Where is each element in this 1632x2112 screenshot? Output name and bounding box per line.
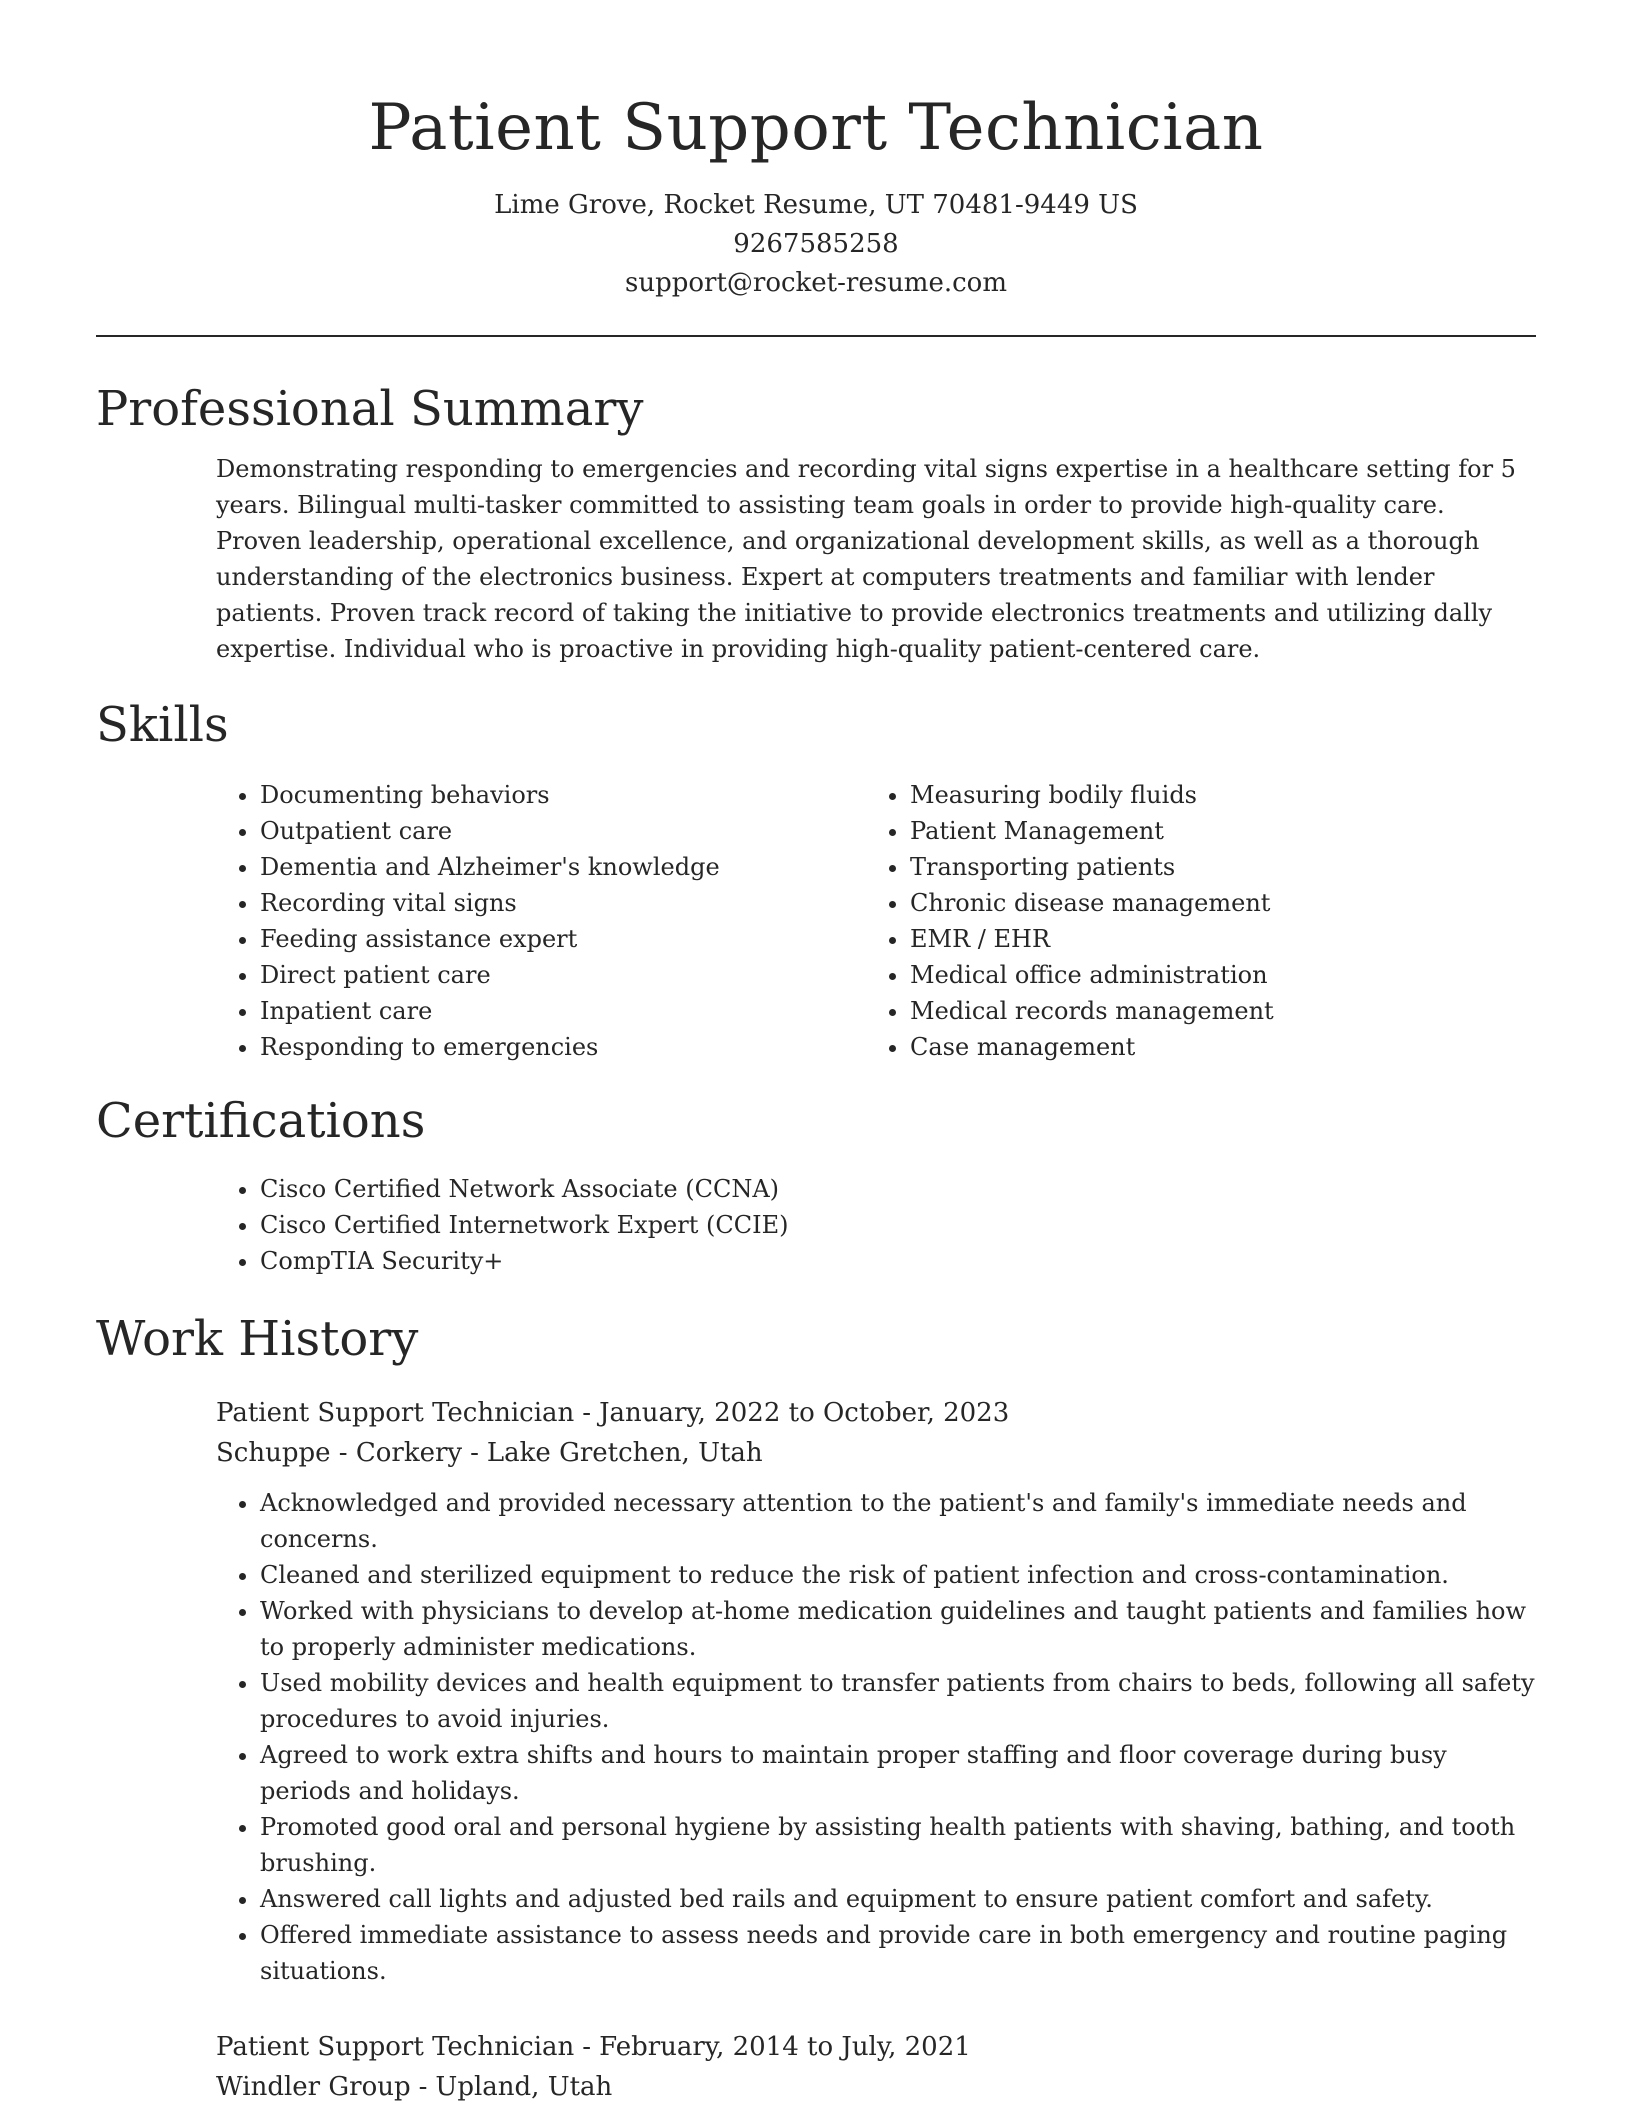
skill-item: • Patient Management [910, 813, 1510, 849]
skill-item: • Outpatient care [260, 813, 866, 849]
skill-item: • Recording vital signs [260, 885, 866, 921]
job-bullets [216, 1485, 1536, 1989]
job-bullet: • Cleaned and sterilized equipment to reduce the risk of patient infection and cross-contamination. [260, 1557, 1536, 1593]
job-entry [216, 2027, 1536, 2107]
certifications-heading: Certifications [96, 1093, 426, 1149]
job-company: Windler Group [216, 2072, 411, 2102]
skill-item: • Inpatient care [260, 993, 866, 1029]
certification-item: • Cisco Certified Internetwork Expert (CCIE) [260, 1207, 1536, 1243]
summary-heading: Professional Summary [96, 381, 644, 437]
job-bullet: • Used mobility devices and health equipment to transfer patients from chairs to beds, following all safety procedures to avoid injuries. [260, 1665, 1536, 1737]
job-company-line [216, 2067, 1536, 2107]
resume-name: Patient Support Technician [368, 91, 1264, 165]
skills-column-left [216, 777, 866, 1065]
certifications-list [216, 1171, 1536, 1279]
job-bullet: • Acknowledged and provided necessary attention to the patient's and family's immediate needs and concerns. [260, 1485, 1536, 1557]
job-title-line [216, 1393, 1536, 1433]
job-entry [216, 1393, 1536, 1989]
header-divider [96, 335, 1536, 337]
job-separator: - [582, 2032, 592, 2062]
skills-heading: Skills [96, 697, 229, 753]
skill-item: • Dementia and Alzheimer's knowledge [260, 849, 866, 885]
job-company: Schuppe - Corkery [216, 1438, 463, 1468]
job-company-line [216, 1433, 1536, 1473]
skill-item: • Responding to emergencies [260, 1029, 866, 1065]
job-separator: - [418, 2072, 428, 2102]
job-bullet: • Promoted good oral and personal hygiene by assisting health patients with shaving, bathing, and tooth brushing. [260, 1809, 1536, 1881]
contact-info [96, 186, 1536, 303]
skill-item: • Direct patient care [260, 957, 866, 993]
skills-column-right [866, 777, 1510, 1065]
job-bullet: • Offered immediate assistance to assess needs and provide care in both emergency and routine paging situations. [260, 1917, 1536, 1989]
skill-item: • Medical records management [910, 993, 1510, 1029]
certification-item: • Cisco Certified Network Associate (CCNA) [260, 1171, 1536, 1207]
contact-address: Lime Grove, Rocket Resume, UT 70481-9449 US [494, 190, 1138, 220]
job-dates: February, 2014 to July, 2021 [599, 2032, 971, 2062]
job-role: Patient Support Technician [216, 1398, 575, 1428]
skill-item: • Documenting behaviors [260, 777, 866, 813]
resume-page [96, 0, 1536, 2107]
job-role: Patient Support Technician [216, 2032, 575, 2062]
work-history-heading: Work History [96, 1311, 419, 1367]
job-bullet: • Answered call lights and adjusted bed rails and equipment to ensure patient comfort and safety. [260, 1881, 1536, 1917]
skill-item: • Measuring bodily fluids [910, 777, 1510, 813]
job-bullet: • Worked with physicians to develop at-home medication guidelines and taught patients and families how to properly administer medications. [260, 1593, 1536, 1665]
job-separator: - [470, 1438, 479, 1468]
job-location: Lake Gretchen, Utah [486, 1438, 763, 1468]
job-bullet: • Agreed to work extra shifts and hours to maintain proper staffing and floor coverage during busy periods and holidays. [260, 1737, 1536, 1809]
job-separator: - [582, 1398, 592, 1428]
skill-item: • EMR / EHR [910, 921, 1510, 957]
skill-item: • Feeding assistance expert [260, 921, 866, 957]
job-title-line [216, 2027, 1536, 2067]
skill-item: • Transporting patients [910, 849, 1510, 885]
contact-phone: 9267585258 [733, 229, 899, 259]
skill-item: • Medical office administration [910, 957, 1510, 993]
job-dates: January, 2022 to October, 2023 [599, 1398, 1010, 1428]
skills-list [216, 777, 1536, 1065]
certification-item: • CompTIA Security+ [260, 1243, 1536, 1279]
job-location: Upland, Utah [435, 2072, 613, 2102]
skill-item: • Chronic disease management [910, 885, 1510, 921]
contact-email: support@rocket-resume.com [624, 268, 1007, 298]
skill-item: • Case management [910, 1029, 1510, 1065]
summary-text: Demonstrating responding to emergencies and recording vital signs expertise in a healthcare setting for 5 years. Bilingual multi-tasker committed to assisting team goals in order to provide high-quality care. Proven leadership, operational excellence, and organizational development skills, as well as a thorough understanding of the electronics business. Expert at computers treatments and familiar with lender patients. Proven track record of taking the initiative to provide electronics treatments and utilizing dally expertise. Individual who is proactive in providing high-quality patient-centered care. [216, 455, 1516, 663]
